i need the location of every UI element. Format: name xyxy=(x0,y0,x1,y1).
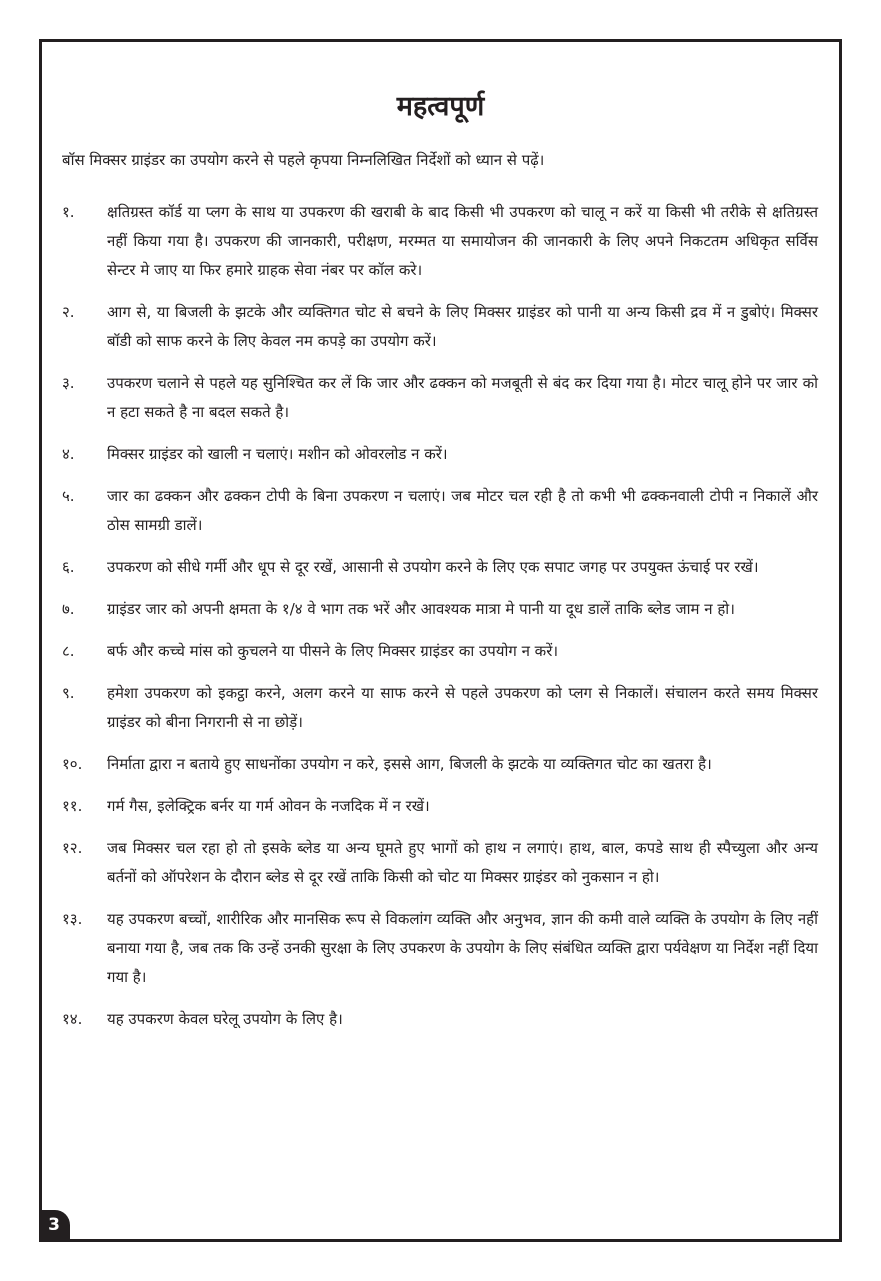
page-title: महत्वपूर्ण xyxy=(396,91,485,122)
list-item xyxy=(62,198,818,285)
page-number-badge: 3 xyxy=(40,1210,70,1240)
item-text: क्षतिग्रस्त कॉर्ड या प्लग के साथ या उपकरण की खराबी के बाद किसी भी उपकरण को चालू न करें या किसी भी तरीके से क्षतिग्रस्त नहीं किया गया है। उपकरण की जानकारी, परीक्षण, मरम्मत या समायोजन की जानकारी के लिए अपने निकटतम अधिकृत सर्विस सेन्टर मे जाए या फिर हमारे ग्राहक सेवा नंबर पर कॉल करे। xyxy=(107,203,818,279)
item-text: मिक्सर ग्राइंडर को खाली न चलाएं। मशीन को ओवरलोड न करें। xyxy=(107,445,448,463)
item-text: बर्फ और कच्चे मांस को कुचलने या पीसने के लिए मिक्सर ग्राइंडर का उपयोग न करें। xyxy=(107,642,559,660)
item-number: ९. xyxy=(62,684,75,702)
item-text: जार का ढक्कन और ढक्कन टोपी के बिना उपकरण न चलाएं। जब मोटर चल रही है तो कभी भी ढक्कनवाली टोपी न निकालें और ठोस सामग्री डालें। xyxy=(107,487,818,534)
item-number: ११. xyxy=(62,797,83,815)
intro-text: बॉस मिक्सर ग्राइंडर का उपयोग करने से पहले कृपया निम्नलिखित निर्देशों को ध्यान से पढ़ें। xyxy=(62,151,545,169)
item-text: आग से, या बिजली के झटके और व्यक्तिगत चोट से बचने के लिए मिक्सर ग्राइंडर को पानी या अन्य किसी द्रव में न डुबोएं। मिक्सर बॉडी को साफ करने के लिए केवल नम कपड़े का उपयोग करें। xyxy=(107,303,818,350)
list-item xyxy=(62,298,818,356)
list-item xyxy=(62,553,818,582)
item-text: यह उपकरण बच्चों, शारीरिक और मानसिक रूप से विकलांग व्यक्ति और अनुभव, ज्ञान की कमी वाले व्यक्ति के उपयोग के लिए नहीं बनाया गया है, जब तक कि उन्हें उनकी सुरक्षा के लिए उपकरण के उपयोग के लिए संबंधित व्यक्ति द्वारा पर्यवेक्षण या निर्देश नहीं दिया गया है। xyxy=(107,910,818,986)
item-number: १२. xyxy=(62,839,83,857)
item-number: १०. xyxy=(62,755,83,773)
list-item xyxy=(62,792,818,821)
instruction-list xyxy=(62,198,818,1047)
item-number: ५. xyxy=(62,487,75,505)
list-item xyxy=(62,595,818,624)
list-item xyxy=(62,369,818,427)
list-item xyxy=(62,637,818,666)
item-text: जब मिक्सर चल रहा हो तो इसके ब्लेड या अन्य घूमते हुए भागों को हाथ न लगाएं। हाथ, बाल, कपडे साथ ही स्पैच्युला और अन्य बर्तनों को ऑपरेशन के दौरान ब्लेड से दूर रखें ताकि किसी को चोट या मिक्सर ग्राइंडर को नुकसान न हो। xyxy=(107,839,818,886)
item-number: १३. xyxy=(62,910,83,928)
list-item xyxy=(62,750,818,779)
item-text: उपकरण को सीधे गर्मी और धूप से दूर रखें, आसानी से उपयोग करने के लिए एक सपाट जगह पर उपयुक्त ऊंचाई पर रखें। xyxy=(107,558,759,576)
item-number: ३. xyxy=(62,374,75,392)
item-text: हमेशा उपकरण को इकट्ठा करने, अलग करने या साफ करने से पहले उपकरण को प्लग से निकालें। संचालन करते समय मिक्सर ग्राइंडर को बीना निगरानी से ना छोड़ें। xyxy=(107,684,818,731)
item-number: ८. xyxy=(62,642,75,660)
list-item xyxy=(62,440,818,469)
item-text: गर्म गैस, इलेक्ट्रिक बर्नर या गर्म ओवन के नजदिक में न रखें। xyxy=(107,797,430,815)
list-item xyxy=(62,679,818,737)
item-number: ६. xyxy=(62,558,75,576)
list-item xyxy=(62,482,818,540)
item-number: १. xyxy=(62,203,75,221)
item-text: उपकरण चलाने से पहले यह सुनिश्चित कर लें कि जार और ढक्कन को मजबूती से बंद कर दिया गया है। मोटर चालू होने पर जार को न हटा सकते है ना बदल सकते है। xyxy=(107,374,818,421)
list-item xyxy=(62,1005,818,1034)
item-number: १४. xyxy=(62,1010,83,1028)
item-number: ४. xyxy=(62,445,75,463)
item-number: २. xyxy=(62,303,75,321)
list-item xyxy=(62,905,818,992)
list-item xyxy=(62,834,818,892)
item-text: ग्राइंडर जार को अपनी क्षमता के १/४ वे भाग तक भरें और आवश्यक मात्रा मे पानी या दूध डालें ताकि ब्लेड जाम न हो। xyxy=(107,600,735,618)
item-text: निर्माता द्वारा न बताये हुए साधनोंका उपयोग न करे, इससे आग, बिजली के झटके या व्यक्तिगत चोट का खतरा है। xyxy=(107,755,712,773)
item-text: यह उपकरण केवल घरेलू उपयोग के लिए है। xyxy=(107,1010,343,1028)
item-number: ७. xyxy=(62,600,75,618)
